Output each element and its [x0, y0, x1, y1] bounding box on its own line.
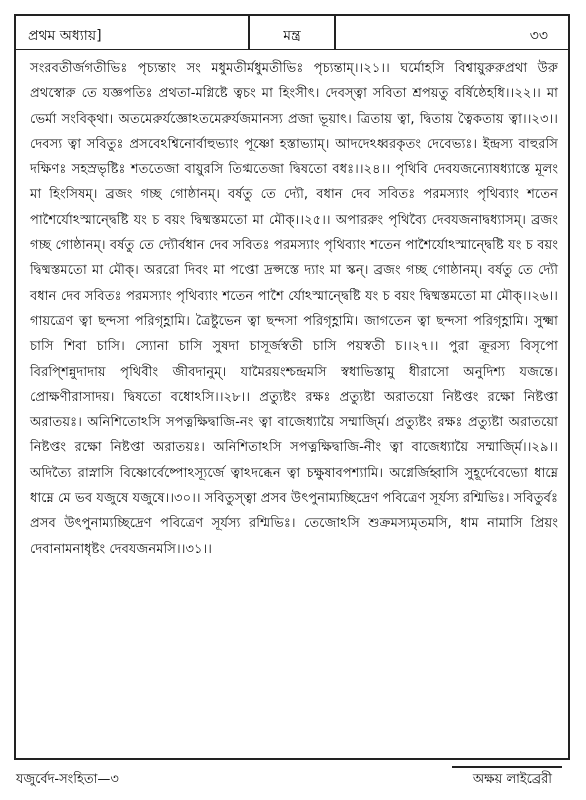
publisher-name: অক্ষয় লাইব্রেরী — [472, 772, 552, 787]
mantra-text — [30, 56, 558, 562]
footer-rule — [452, 766, 562, 768]
book-title: যজুর্বেদ-সংহিতা—৩ — [16, 772, 119, 787]
chapter-label: প্রথম অধ্যায়] — [28, 28, 102, 44]
body-paragraph: সংরবতীর্জগতীভিঃ পৃচ্যন্তাং সং মধুমতীর্মধুমতীভিঃ পৃচ্যন্তাম্‌।।২১।। ঘর্মোহসি বিশ্বায়ুরুরুপ্রথা উরু প্রথস্বোরু তে যজ্ঞপতিঃ প্রথতা-মগ্নিষ্টে ত্বচং মা হিংসীৎ। দেবস্ত্বা সবিতা শ্রপয়তু বর্ষিষ্ঠেহধি।।২২।। মা ভের্মা সংবিক্‌থা। অতমেরুর্যজ্ঞোঽতমেরুর্যজমানস্য প্রজা ভূয়াৎ। ত্রিতায় ত্বা, দ্বিতায় ত্বৈকতায় ত্বা।।২৩।। দেবস্য ত্বা সবিতুঃ প্রসবেঽশ্বিনোর্বাহুভ্যাং পূষ্ণো হস্তাভ্যাম্‌। আদদেঽধ্বরকৃতং দেবেভ্যঃ। ইন্দ্রস্য বাহুরসি দক্ষিণঃ সহস্রভৃষ্টিঃ শতত‍েজা বায়ুরসি তিগ্মতেজা দ্বিষতো বধঃ।।২৪।। পৃথিবি দেবযজন্যোষধ্যাস্তে মূলং মা হিংসিষম্‌। ব্রজং গচ্ছ গোষ্ঠানম্‌। বর্ষতু তে দ্যৌ, বধান দেব সবিতঃ পরমস্যাং পৃথিব্যাং শতেন পাশৈর্যোঽস্মান্দ্বেষ্টি যং চ বয়ং দ্বিষ্মস্তমতো মা মৌক্‌।।২৫।। অপাররুং পৃথিব্যৈ দেবযজনাদ্বধ্যাসম্‌। ব্রজং গচ্ছ গোষ্ঠানম্‌। বর্ষতু তে দ্যৌর্বধান দেব সবিতঃ পরমস্যাং পৃথিব্যাং শতেন পাশৈর্যোঽস্মান্দ্বেষ্টি যং চ বয়ং দ্বিষ্মস্তমতো মা মৌক্‌। অররো দিবং মা পপ্তো দ্রপ্সস্তে দ্যাং মা স্কন্‌। ব্রজং গচ্ছ গোষ্ঠানম্‌। বর্ষতু তে দ্যৌ বধান দেব সবিতঃ পরমস্যাং পৃথিব্যাং শতেন পাশৈ র্যোঽস্মান্দ্বেষ্টি যং চ বয়ং দ্বিষ্মস্তমতো মা মৌক্‌।।২৬।। গায়ত্রেণ ত্বা ছন্দসা পরিগৃহ্ণামি। ত্রৈষ্টুভেন ত্বা ছন্দসা পরিগৃহ্ণামি। জাগতেন ত্বা ছন্দসা পরিগৃহ্ণামি। সুক্ষ্মা চাসি শিবা চাসি। স্যোনা চাসি সুষদা চাসূর্জস্বতী চাসি পয়স্বতী চ।।২৭।। পুরা ক্রূরস্য বিসৃপো বিরপ্শিন্নুদাদায় পৃথিবীং জীবদানুম্‌। যামৈরয়ংশ্চন্দ্রমসি স্বধাভিস্তামু ধীরাসো অনুদিশ্য যজন্তে। প্রোক্ষণীরাসাদয়। দ্বিষতো বধোঽসি।।২৮।। প্রত্যুষ্টং রক্ষঃ প্রত্যুষ্টা অরাতয়ো নিষ্টপ্তং রক্ষো নিষ্টপ্তা অরাতয়ঃ। অনিশিতোঽসি সপত্নক্ষিদ্বাজি-নং ত্বা বাজেধ্যায়ৈ সম্মার্জ্মি। প্রত্যুষ্টং রক্ষঃ প্রত্যুষ্টা অরাতয়ো নিষ্টপ্তং রক্ষো নিষ্টপ্তা অরাতয়ঃ। অনিশিতাঽসি সপত্নক্ষিদ্বাজি-নীং ত্বা বাজেধ্যায়ৈ সম্মার্জ্মি।।২৯।। অদিত্যৈ রাস্নাসি বিষ্ণোর্বেষ্পোঽস্যূর্জে ত্বাঽদব্ধেন ত্বা চক্ষুষাবপশ্যামি। অগ্নের্জিহ্বাসি সুহূর্দেবেভ্যো ধাম্নে ধাম্নে মে ভব যজুষে যজুষে।।৩০।। সবিতুস্ত্বা প্রসব উৎপুনাম্যচ্ছিদ্রেণ পবিত্রেণ সূর্যস্য রশ্মিভিঃ। সবিতুর্বঃ প্রসব উৎপুনাম্যচ্ছিদ্রেণ পবিত্রেণ সূর্যস্য রশ্মিভিঃ। তেজোঽসি শুক্রমস্যমৃতমসি, ধাম নামাসি প্রিয়ং দেবানামনাধৃষ্টং দেবযজনমসি।।৩১।। — [30, 61, 558, 557]
page-number: ৩৩ — [529, 28, 548, 44]
page-footer — [16, 764, 572, 794]
header-divider-right — [334, 16, 336, 49]
section-label: মন্ত্র — [283, 28, 301, 44]
page-header — [16, 16, 568, 50]
